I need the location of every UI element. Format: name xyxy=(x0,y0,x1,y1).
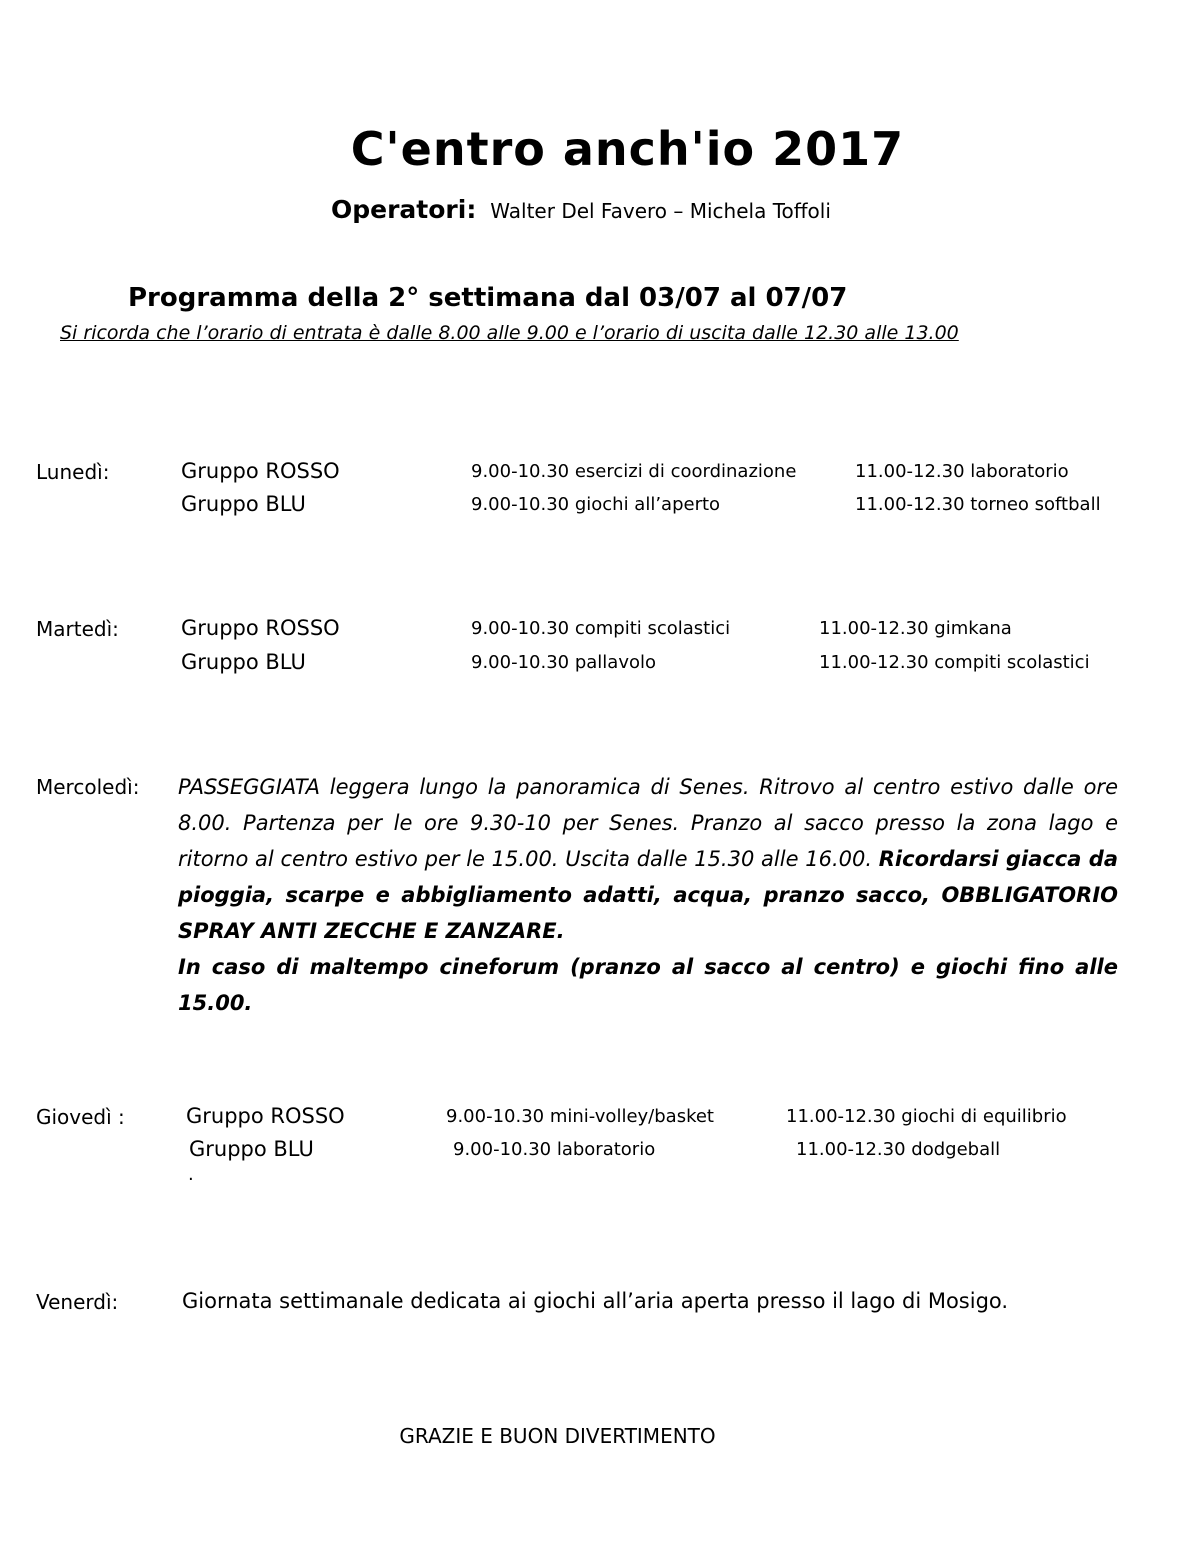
morning-activity: 9.00-10.30 compiti scolastici xyxy=(471,618,731,639)
late-activity: 11.00-12.30 torneo softball xyxy=(855,494,1101,515)
day-label-mercoledi: Mercoledì: xyxy=(36,775,140,799)
group-name: Gruppo ROSSO xyxy=(181,459,340,483)
late-activity: 11.00-12.30 dodgeball xyxy=(796,1139,1001,1160)
operators-line xyxy=(331,195,831,224)
program-heading: Programma della 2° settimana dal 03/07 al 07/07 xyxy=(128,283,848,313)
day-label-martedi: Martedì: xyxy=(36,617,119,641)
morning-activity: 9.00-10.30 giochi all’aperto xyxy=(471,494,721,515)
page-title: C'entro anch'io 2017 xyxy=(350,122,905,176)
group-name: Gruppo BLU xyxy=(181,650,306,674)
closing-message: GRAZIE E BUON DIVERTIMENTO xyxy=(399,1424,716,1448)
excursion-requirements: Ricordarsi giacca da pioggia, scarpe e abbigliamento adatti, acqua, pranzo sacco, OBBLIGATORIO SPRAY ANTI ZECCHE E ZANZARE. xyxy=(178,847,1118,943)
operators-colon: : xyxy=(466,195,477,224)
morning-activity: 9.00-10.30 mini-volley/basket xyxy=(446,1106,714,1127)
bad-weather-note: In caso di maltempo cineforum (pranzo al sacco al centro) e giochi fino alle 15.00. xyxy=(178,955,1118,1015)
morning-activity: 9.00-10.30 esercizi di coordinazione xyxy=(471,461,797,482)
morning-activity: 9.00-10.30 laboratorio xyxy=(453,1139,656,1160)
mercoledi-description xyxy=(178,769,1118,1021)
late-activity: 11.00-12.30 compiti scolastici xyxy=(819,652,1090,673)
group-name: Gruppo ROSSO xyxy=(181,616,340,640)
day-label-venerdi: Venerdì: xyxy=(36,1290,119,1314)
day-label-giovedi: Giovedì : xyxy=(36,1105,125,1129)
group-name: Gruppo BLU xyxy=(189,1137,314,1161)
excursion-text: PASSEGGIATA leggera lungo la panoramica di Senes. Ritrovo al centro estivo dalle ore 8.00. Partenza per le ore 9.30-10 per Senes. Pranzo al sacco presso la zona lago e ritorno al centro estivo per le 15.00. Uscita dalle 15.30 alle 16.00. xyxy=(178,775,1118,871)
late-activity: 11.00-12.30 gimkana xyxy=(819,618,1012,639)
late-activity: 11.00-12.30 giochi di equilibrio xyxy=(786,1106,1067,1127)
group-name: Gruppo ROSSO xyxy=(186,1104,345,1128)
operators-label: Operatori xyxy=(331,195,467,224)
day-label-lunedi: Lunedì: xyxy=(36,460,110,484)
schedule-note: Si ricorda che l’orario di entrata è dalle 8.00 alle 9.00 e l’orario di uscita dalle 12.30 alle 13.00 xyxy=(60,322,959,344)
stray-dot: . xyxy=(188,1164,194,1185)
operators-names: Walter Del Favero – Michela Toffoli xyxy=(490,199,831,223)
venerdi-description: Giornata settimanale dedicata ai giochi all’aria aperta presso il lago di Mosigo. xyxy=(182,1289,1009,1313)
morning-activity: 9.00-10.30 pallavolo xyxy=(471,652,656,673)
group-name: Gruppo BLU xyxy=(181,492,306,516)
late-activity: 11.00-12.30 laboratorio xyxy=(855,461,1069,482)
